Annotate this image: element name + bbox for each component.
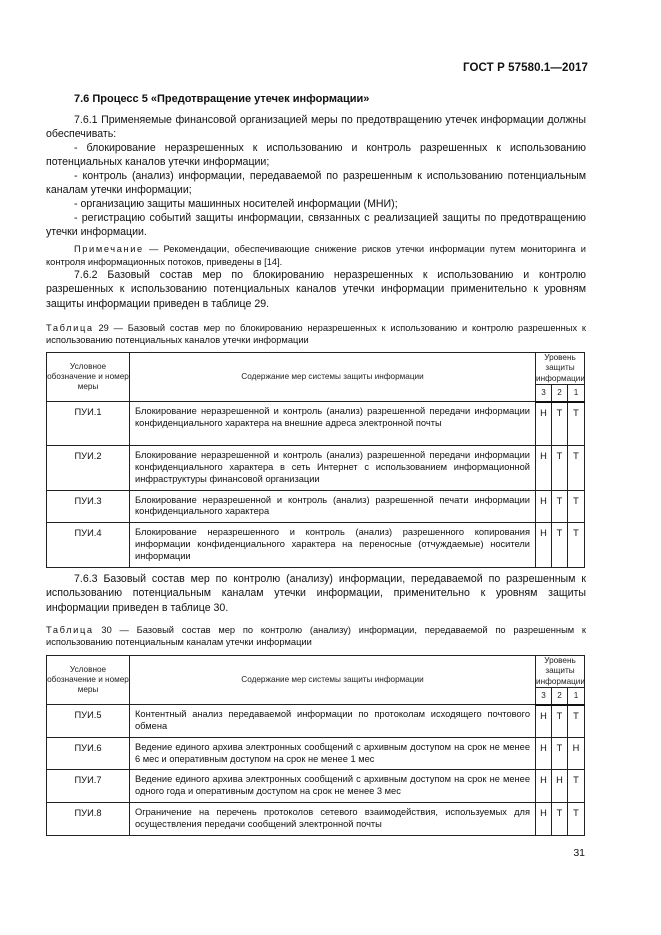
note (46, 243, 586, 268)
section-title: 7.6 Процесс 5 «Предотвращение утечек информации» (74, 93, 370, 105)
list-item: - контроль (анализ) информации, передаваемой по разрешенным к использованию потенциальным каналам утечки информации; (46, 170, 586, 197)
measure-code: ПУИ.1 (47, 402, 130, 446)
measure-code: ПУИ.3 (47, 490, 130, 523)
level-1-value: Н (568, 737, 585, 770)
caption-text: 30 — Базовый состав мер по контролю (анализу) информации, передаваемой по разрешенным к использованию потенциальным каналам утечки информации (46, 625, 586, 648)
table-row (47, 705, 585, 738)
column-header-content: Содержание мер системы защиты информации (130, 353, 536, 402)
level-3-value: Н (536, 803, 552, 836)
level-3-value: Н (536, 705, 552, 738)
column-header-levels: Уровень защиты информации (536, 353, 585, 383)
paragraph-7-6-1-intro: 7.6.1 Применяемые финансовой организацией меры по предотвращению утечек информации должны обеспечивать: (46, 114, 586, 141)
measure-content: Контентный анализ передаваемой информации по протоколам исходящего почтового обмена (130, 705, 536, 738)
table-row (47, 737, 585, 770)
level-2-value: Т (552, 523, 568, 567)
level-header-1: 1 (568, 385, 585, 402)
measure-content: Блокирование неразрешенного и контроль (анализ) разрешенного копирования информации конфиденциального характера на переносные (отчуждаемые) носители информации (130, 523, 536, 567)
level-1-value: Т (568, 803, 585, 836)
level-header-2: 2 (552, 385, 568, 402)
level-1-value: Т (568, 523, 585, 567)
list-item: - регистрацию событий защиты информации, связанных с реализацией защиты по предотвращению утечки информации. (46, 212, 586, 239)
measure-content: Ведение единого архива электронных сообщений с архивным доступом на срок не менее одного года и оперативным доступом на срок не менее 3 мес (130, 770, 536, 803)
measure-code: ПУИ.5 (47, 705, 130, 738)
caption-label: Таблица (46, 323, 94, 333)
level-3-value: Н (536, 402, 552, 446)
measure-code: ПУИ.6 (47, 737, 130, 770)
column-header-code: Условное обозначение и номер меры (47, 353, 130, 402)
level-header-2: 2 (552, 688, 568, 705)
table-row (47, 402, 585, 446)
level-2-value: Т (552, 803, 568, 836)
list-item: - блокирование неразрешенных к использованию и контроль разрешенных к использованию потенциальных каналов утечки информации; (46, 142, 586, 169)
level-1-value: Т (568, 770, 585, 803)
level-1-value: Т (568, 446, 585, 490)
table-29-caption (46, 322, 586, 347)
level-3-value: Н (536, 446, 552, 490)
table-30 (46, 655, 585, 836)
level-2-value: Т (552, 490, 568, 523)
level-header-3: 3 (536, 385, 552, 402)
level-1-value: Т (568, 490, 585, 523)
paragraph-7-6-3: 7.6.3 Базовый состав мер по контролю (анализу) информации, передаваемой по разрешенным к использованию потенциальным каналам утечки информации, применительно к уровням защиты информации приведен в таблице 30. (46, 573, 586, 614)
level-2-value: Т (552, 705, 568, 738)
column-header-code: Условное обозначение и номер меры (47, 656, 130, 705)
table-row (47, 523, 585, 567)
note-text: — Рекомендации, обеспечивающие снижение рисков утечки информации путем мониторинга и контроля информационных потоков, приведены в [14]. (46, 244, 586, 267)
measure-content: Блокирование неразрешенной и контроль (анализ) разрешенной передачи информации конфиденциального характера на внешние адреса электронной почты (130, 402, 536, 446)
level-1-value: Т (568, 402, 585, 446)
measure-content: Ограничение на перечень протоколов сетевого взаимодействия, используемых для осуществления передачи сообщений электронной почты (130, 803, 536, 836)
table-row (47, 770, 585, 803)
level-3-value: Н (536, 490, 552, 523)
paragraph-7-6-2: 7.6.2 Базовый состав мер по блокированию неразрешенных к использованию и контролю разрешенных к использованию потенциальных каналов утечки информации применительно к уровням защиты информации приведен в таблице 29. (46, 269, 586, 310)
level-2-value: Т (552, 446, 568, 490)
level-2-value: Т (552, 402, 568, 446)
level-2-value: Т (552, 737, 568, 770)
level-3-value: Н (536, 523, 552, 567)
level-1-value: Т (568, 705, 585, 738)
list-item: - организацию защиты машинных носителей информации (МНИ); (74, 198, 398, 210)
level-header-3: 3 (536, 688, 552, 705)
table-row (47, 490, 585, 523)
column-header-levels: Уровень защиты информации (536, 656, 585, 686)
table-29 (46, 352, 585, 568)
measure-content: Ведение единого архива электронных сообщений с архивным доступом на срок не менее 6 мес и оперативным доступом на срок не менее 1 мес (130, 737, 536, 770)
page-number: 31 (573, 847, 585, 859)
measure-code: ПУИ.8 (47, 803, 130, 836)
column-header-content: Содержание мер системы защиты информации (130, 656, 536, 705)
level-3-value: Н (536, 737, 552, 770)
caption-text: 29 — Базовый состав мер по блокированию неразрешенных к использованию и контролю разрешенных к использованию потенциальных каналов утечки информации (46, 323, 586, 346)
level-2-value: Н (552, 770, 568, 803)
measure-code: ПУИ.2 (47, 446, 130, 490)
measure-code: ПУИ.4 (47, 523, 130, 567)
table-30-caption (46, 624, 586, 649)
measure-content: Блокирование неразрешенной и контроль (анализ) разрешенной печати информации конфиденциального характера (130, 490, 536, 523)
table-row (47, 446, 585, 490)
caption-label: Таблица (46, 625, 94, 635)
level-3-value: Н (536, 770, 552, 803)
level-header-1: 1 (568, 688, 585, 705)
note-label: Примечание (74, 244, 144, 254)
table-row (47, 803, 585, 836)
measure-content: Блокирование неразрешенной и контроль (анализ) разрешенной передачи информации конфиденциального характера в сеть Интернет с использованием информационной инфраструктуры финансовой организации (130, 446, 536, 490)
standard-header: ГОСТ Р 57580.1—2017 (463, 62, 588, 74)
measure-code: ПУИ.7 (47, 770, 130, 803)
